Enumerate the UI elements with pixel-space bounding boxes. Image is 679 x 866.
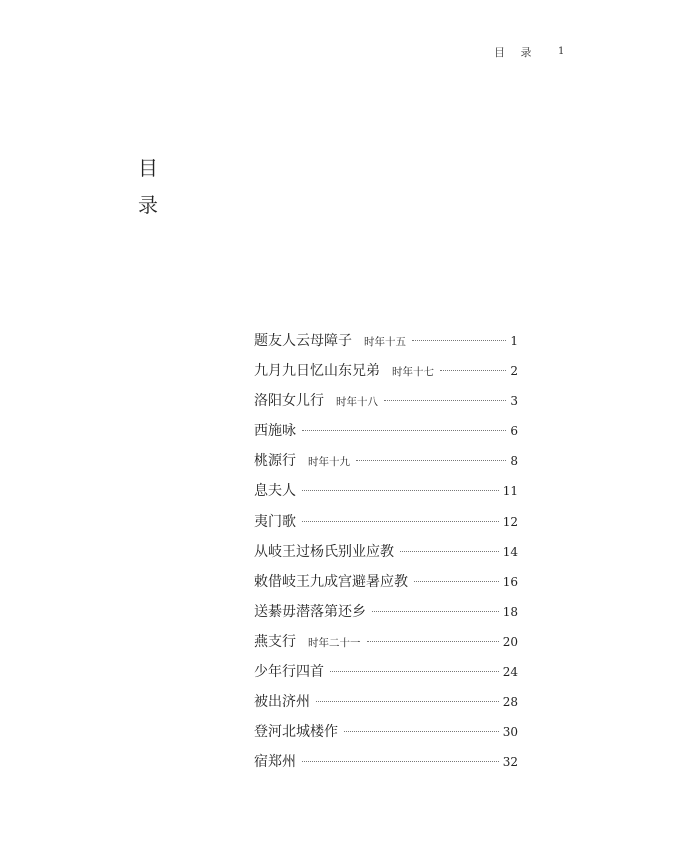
toc-entry-note: 时年十八	[336, 396, 378, 409]
toc-entry[interactable]	[254, 511, 518, 541]
toc-entry-page-number: 11	[502, 484, 518, 499]
toc-dot-leader	[302, 521, 499, 522]
toc-entry-title: 燕支行	[254, 633, 296, 650]
toc-dot-leader	[367, 641, 499, 642]
toc-entry-page-number: 14	[502, 544, 518, 559]
toc-entry[interactable]	[254, 390, 518, 420]
toc-entry-note: 时年十七	[392, 366, 434, 379]
toc-dot-leader	[414, 581, 499, 582]
toc-entry-note: 时年十九	[308, 456, 350, 469]
toc-entry[interactable]	[254, 571, 518, 601]
toc-entry-page-number: 18	[502, 604, 518, 619]
toc-entry-page-number: 30	[502, 725, 518, 740]
toc-entry-title: 少年行四首	[254, 664, 324, 681]
toc-entry-title: 桃源行	[254, 453, 296, 470]
toc-entry[interactable]	[254, 541, 518, 571]
toc-entry[interactable]	[254, 480, 518, 510]
toc-entry-title: 从岐王过杨氏别业应教	[254, 543, 394, 560]
toc-dot-leader	[400, 551, 499, 552]
toc-entry-page-number: 1	[510, 334, 518, 348]
toc-entry-page-number: 32	[502, 755, 518, 770]
toc-dot-leader	[412, 340, 506, 341]
toc-entry-title: 宿郑州	[254, 754, 296, 771]
toc-entry[interactable]	[254, 631, 518, 661]
toc-entry-title: 登河北城楼作	[254, 724, 338, 741]
toc-entry-page-number: 2	[510, 364, 518, 379]
running-head-title: 目 录	[494, 46, 538, 59]
toc-entry-title: 敕借岐王九成宫避暑应教	[254, 573, 408, 590]
toc-entry-page-number: 12	[502, 514, 518, 529]
toc-entry-page-number: 8	[510, 454, 518, 469]
page-title	[138, 150, 162, 224]
toc-dot-leader	[440, 370, 506, 371]
toc-entry[interactable]	[254, 450, 518, 480]
toc-entry[interactable]	[254, 420, 518, 450]
toc-entry-title: 被出济州	[254, 694, 310, 711]
toc-entry-title: 送綦毋潜落第还乡	[254, 603, 366, 620]
toc-entry[interactable]	[254, 721, 518, 751]
toc-entry-title: 夷门歌	[254, 513, 296, 530]
toc-entry-page-number: 28	[502, 695, 518, 710]
toc-dot-leader	[302, 430, 506, 431]
toc-dot-leader	[384, 400, 506, 401]
toc-dot-leader	[344, 731, 499, 732]
toc-dot-leader	[330, 671, 499, 672]
page-title-char-1: 目	[138, 156, 158, 180]
toc-entry[interactable]	[254, 601, 518, 631]
toc-entry-note: 时年十五	[364, 336, 406, 348]
toc-entry[interactable]	[254, 661, 518, 691]
toc-dot-leader	[372, 611, 499, 612]
toc-entry-title: 西施咏	[254, 423, 296, 440]
toc-entry-title: 题友人云母障子	[254, 333, 352, 349]
toc-entry-page-number: 6	[510, 424, 518, 439]
toc-dot-leader	[302, 761, 499, 762]
toc-entry[interactable]	[254, 360, 518, 390]
toc-entry-page-number: 16	[502, 574, 518, 589]
toc-entry-title: 九月九日忆山东兄弟	[254, 363, 380, 380]
toc-entry[interactable]	[254, 330, 518, 360]
page-title-char-2: 录	[138, 193, 158, 217]
page-number: 1	[558, 46, 565, 57]
toc-entry-page-number: 20	[502, 634, 518, 649]
toc-entry-title: 洛阳女儿行	[254, 393, 324, 410]
toc-entry[interactable]	[254, 691, 518, 721]
toc-entry-page-number: 3	[510, 394, 518, 409]
toc-entry[interactable]	[254, 751, 518, 781]
toc-dot-leader	[316, 701, 499, 702]
toc-dot-leader	[356, 460, 506, 461]
toc-entry-title: 息夫人	[254, 483, 296, 500]
toc-dot-leader	[302, 490, 499, 491]
toc-entry-note: 时年二十一	[308, 636, 361, 649]
table-of-contents	[254, 330, 518, 781]
toc-entry-page-number: 24	[502, 665, 518, 680]
